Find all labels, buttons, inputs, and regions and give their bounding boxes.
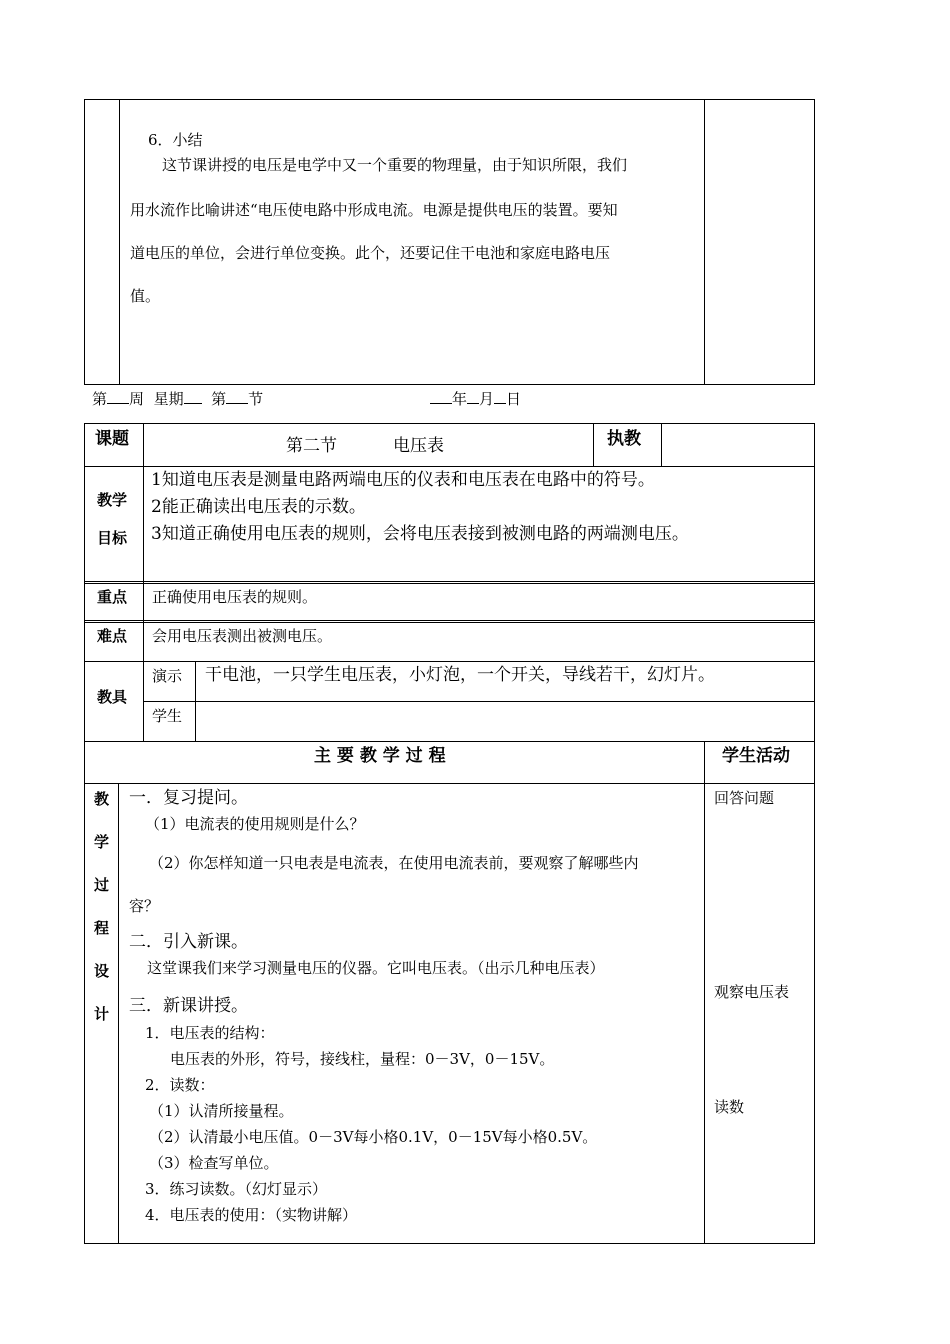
process-line: 这堂课我们来学习测量电压的仪器。它叫电压表。（出示几种电压表） [147, 959, 605, 977]
day-label: 日 [506, 390, 522, 408]
side-label-char: 教 [94, 790, 110, 808]
goal-item: 2能正确读出电压表的示数。 [151, 497, 366, 517]
process-line: 电压表的外形，符号，接线柱，量程：0－3V，0－15V。 [170, 1050, 555, 1068]
side-label-char: 设 [94, 962, 110, 980]
goal-item: 1知道电压表是测量电路两端电压的仪表和电压表在电路中的符号。 [151, 470, 655, 490]
process-header: 主 要 教 学 过 程 [314, 746, 446, 766]
period-suffix: 节 [248, 390, 264, 408]
process-line: 三．新课讲授。 [129, 996, 248, 1016]
period-blank [226, 389, 248, 404]
process-line: （2）你怎样知道一只电表是电流表，在使用电流表前，要观察了解哪些内 [149, 854, 639, 872]
goals-label: 目标 [97, 529, 128, 547]
topic-section: 第二节 [286, 436, 337, 456]
month-label: 月 [479, 390, 495, 408]
weekday-blank [184, 389, 202, 404]
process-line: （2）认清最小电压值。0－3V每小格0.1V，0－15V每小格0.5V。 [149, 1128, 598, 1146]
process-line: （3）检查写单位。 [149, 1154, 279, 1172]
process-line: 二．引入新课。 [129, 932, 248, 952]
side-label-char: 计 [94, 1005, 110, 1023]
teacher-label: 执教 [607, 429, 641, 449]
activity-item: 观察电压表 [714, 983, 790, 1001]
week-suffix: 周 [129, 390, 145, 408]
topic-title: 电压表 [393, 436, 444, 456]
week-prefix: 第 [92, 390, 108, 408]
process-line: 3．练习读数。（幻灯显示） [145, 1180, 328, 1198]
demo-label: 演示 [152, 667, 183, 685]
student-label: 学生 [152, 707, 183, 725]
key-label: 重点 [97, 588, 128, 606]
key-value: 正确使用电压表的规则。 [152, 588, 318, 606]
day-blank [494, 389, 506, 404]
weekday-label: 星期 [153, 390, 184, 408]
year-blank [430, 389, 452, 404]
side-label-char: 学 [94, 833, 110, 851]
summary-line: 道电压的单位，会进行单位变换。此个，还要记住干电池和家庭电路电压 [130, 244, 611, 262]
process-line: 一．复习提问。 [129, 788, 248, 808]
goal-item: 3知道正确使用电压表的规则，会将电压表接到被测电路的两端测电压。 [151, 524, 689, 544]
difficulty-value: 会用电压表测出被测电压。 [152, 627, 333, 645]
demo-value: 干电池，一只学生电压表，小灯泡，一个开关，导线若干，幻灯片。 [205, 665, 715, 685]
process-line: 4．电压表的使用：（实物讲解） [145, 1206, 358, 1224]
process-line: （1）认清所接量程。 [149, 1102, 294, 1120]
process-line: 1．电压表的结构： [145, 1024, 275, 1042]
activity-item: 读数 [714, 1098, 745, 1116]
summary-heading: 6．小结 [148, 131, 203, 149]
activity-header: 学生活动 [722, 746, 790, 766]
summary-line: 值。 [130, 287, 161, 305]
difficulty-label: 难点 [97, 627, 128, 645]
schedule-line [92, 389, 263, 409]
summary-line: 用水流作比喻讲述“电压使电路中形成电流。电源是提供电压的装置。要知 [130, 201, 618, 219]
side-label-char: 程 [94, 919, 110, 937]
process-line: 2．读数： [145, 1076, 215, 1094]
month-blank [467, 389, 479, 404]
goals-label: 教学 [97, 491, 128, 509]
side-label-char: 过 [94, 876, 110, 894]
summary-line: 这节课讲授的电压是电学中又一个重要的物理量，由于知识所限，我们 [162, 156, 628, 174]
date-line [430, 389, 521, 409]
topic-label: 课题 [95, 429, 129, 449]
period-prefix: 第 [211, 390, 227, 408]
process-line: （1）电流表的使用规则是什么？ [145, 815, 365, 833]
tools-label: 教具 [97, 688, 128, 706]
process-line: 容？ [129, 897, 160, 915]
year-label: 年 [452, 390, 468, 408]
activity-item: 回答问题 [714, 789, 775, 807]
week-blank [107, 389, 129, 404]
